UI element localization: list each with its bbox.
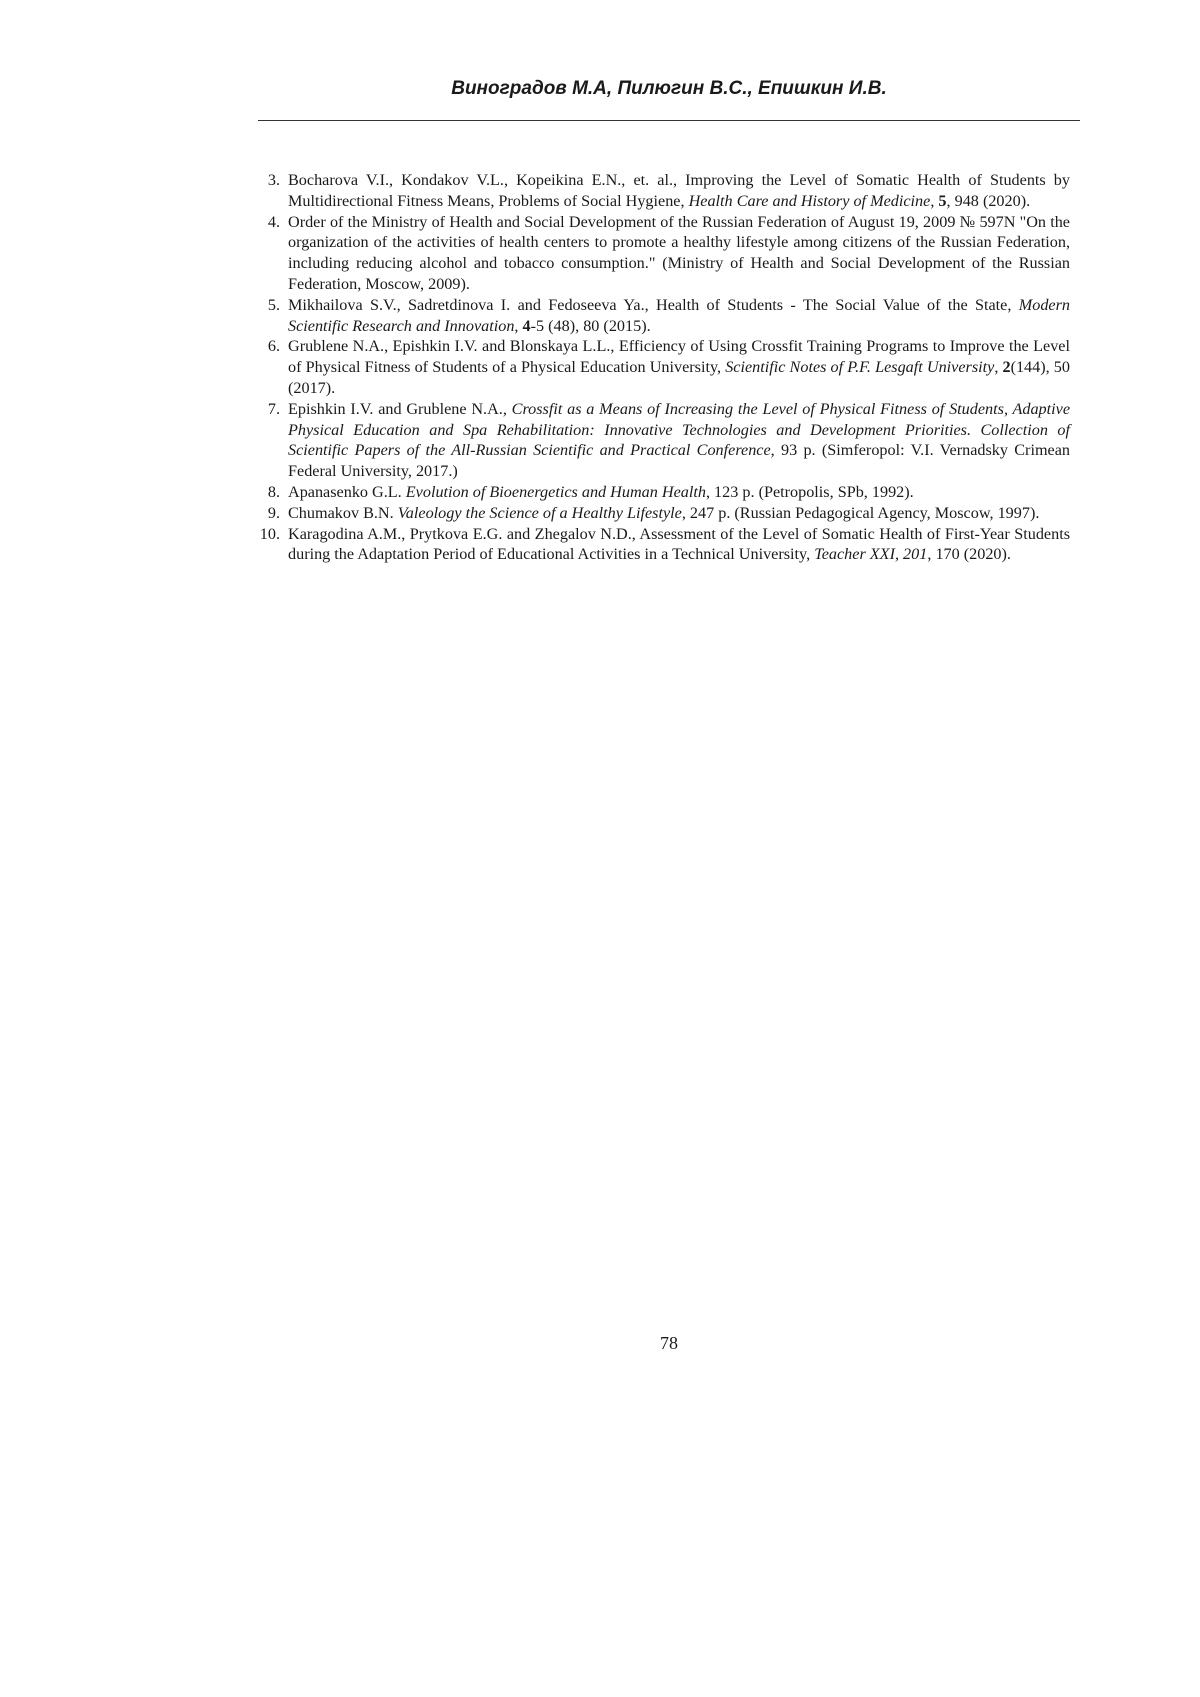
reference-item — [258, 524, 1070, 566]
reference-number: 4. — [267, 212, 280, 231]
reference-text-normal: , — [930, 191, 939, 210]
reference-item — [258, 482, 1070, 503]
reference-item — [258, 399, 1070, 482]
reference-text-bold: 2 — [1002, 358, 1011, 377]
reference-text-italic: Evolution of Bioenergetics and Human Health — [405, 482, 706, 501]
reference-text-normal: -5 (48), 80 (2015). — [530, 316, 651, 335]
reference-text-normal: Chumakov B.N. — [288, 503, 398, 522]
reference-text-normal: Karagodina A.M., Prytkova E.G. and Zhegalov N.D., Assessment of the Level of Somatic Health of First-Year Students during the Adaptation Period of Educational Activities in a Technical University, — [288, 524, 1070, 564]
reference-text-normal: , 93 p. (Simferopol: V.I. Vernadsky Crimean Federal University, 2017.) — [288, 441, 1070, 481]
reference-text-normal: Mikhailova S.V., Sadretdinova I. and Fedoseeva Ya., Health of Students - The Social Value of the State, — [288, 295, 1019, 314]
reference-item — [258, 295, 1070, 337]
reference-text-normal: , 247 p. (Russian Pedagogical Agency, Moscow, 1997). — [681, 503, 1040, 522]
reference-text-normal: , 170 (2020). — [927, 545, 1011, 564]
reference-number: 7. — [267, 399, 280, 418]
reference-text-italic: Teacher XXI, 201 — [814, 545, 928, 564]
reference-number: 6. — [267, 337, 280, 356]
reference-item — [258, 503, 1070, 524]
reference-text-normal: , 948 (2020). — [946, 191, 1031, 210]
reference-text-italic: Health Care and History of Medicine — [688, 191, 931, 210]
reference-number: 10. — [259, 524, 280, 543]
reference-item — [258, 212, 1070, 295]
reference-text-normal: Bocharova V.I., Kondakov V.L., Kopeikina E.N., et. al., Improving the Level of Somatic Health of Students by Multidirectional Fitness Means, Problems of Social Hygiene, — [288, 171, 1070, 210]
reference-text-italic: Valeology the Science of a Healthy Lifestyle — [397, 503, 682, 522]
reference-number: 9. — [267, 503, 280, 522]
reference-text-italic: Scientific Notes of P.F. Lesgaft University — [725, 358, 995, 377]
reference-text-normal: (144), 50 (2017). — [288, 358, 1070, 397]
reference-text-normal: , — [514, 316, 523, 335]
reference-item — [258, 170, 1070, 212]
reference-text-normal: Order of the Ministry of Health and Social Development of the Russian Federation of August 19, 2009 № 597N "On the organization of the activities of health centers to promote a healthy lifestyle among citizens of the Russian Federation, including reducing alcohol and tobacco consumption." (Ministry of Health and Social Development of the Russian Federation, Moscow, 2009). — [288, 212, 1070, 293]
reference-text-italic: Modern Scientific Research and Innovation — [288, 295, 1070, 335]
reference-text-bold: 4 — [522, 316, 531, 335]
reference-text-normal: , — [994, 358, 1003, 377]
reference-number: 3. — [267, 171, 280, 189]
reference-number: 8. — [267, 482, 280, 501]
reference-list — [258, 170, 1070, 565]
header-divider — [258, 120, 1080, 121]
reference-text-normal: Grublene N.A., Epishkin I.V. and Blonskaya L.L., Efficiency of Using Crossfit Training Programs to Improve the Level of Physical Fitness of Students of a Physical Education University, — [288, 337, 1070, 377]
reference-text-normal: Apanasenko G.L. — [288, 482, 406, 501]
running-header-authors: Виноградов М.А, Пилюгин В.С., Епишкин И.В. — [451, 78, 887, 99]
reference-text-normal: Epishkin I.V. and Grublene N.A., — [288, 399, 512, 418]
reference-text-bold: 5 — [938, 191, 947, 210]
reference-text-italic: Crossfit as a Means of Increasing the Level of Physical Fitness of Students, Adaptive Physical Education and Spa Rehabilitation: Innovative Technologies and Development Priorities. Collection of Scientific Papers of the All-Russian Scientific and Practical Conference — [288, 399, 1071, 460]
reference-text-normal: , 123 p. (Petropolis, SPb, 1992). — [705, 482, 914, 501]
reference-number: 5. — [267, 295, 280, 314]
page-number: 78 — [660, 1333, 678, 1353]
reference-item — [258, 336, 1070, 398]
